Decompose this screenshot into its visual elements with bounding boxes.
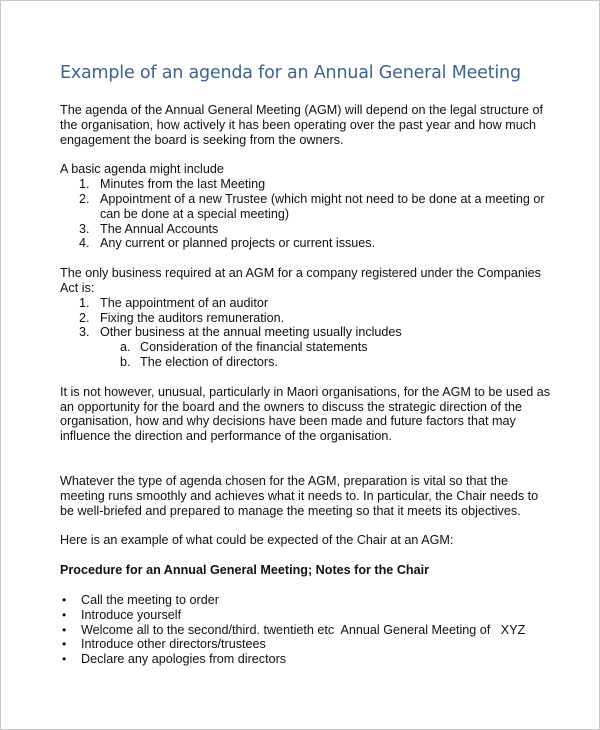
bullet-icon: • (62, 607, 67, 622)
bullet-icon: • (62, 652, 67, 667)
document-content (60, 61, 550, 667)
sublist-letter: a. (120, 340, 131, 355)
list-item-text: Introduce yourself (81, 607, 182, 622)
example-lead: Here is an example of what could be expected of the Chair at an AGM: (60, 533, 454, 548)
maori-organisations-paragraph: It is not however, unusual, particularly in Maori organisations, for the AGM to be used as an opportunity for the board and the owners to discuss the strategic direction of the organisation, how and why decisions have been made and future factors that may influence the direction and performance of the organisation. (60, 384, 551, 444)
list-item (60, 222, 550, 237)
list-number: 1. (79, 177, 90, 192)
list-number: 2. (79, 310, 90, 325)
list-item (60, 608, 550, 623)
procedure-heading: Procedure for an Annual General Meeting; Notes for the Chair (60, 563, 430, 578)
other-business-sublist (100, 340, 550, 370)
list-item (60, 236, 550, 251)
list-number: 1. (79, 295, 90, 310)
list-item (60, 311, 550, 326)
list-item (60, 593, 550, 608)
list-item-text: Fixing the auditors remuneration. (100, 310, 285, 325)
bullet-icon: • (62, 637, 67, 652)
sublist-item (60, 340, 550, 355)
list-item (60, 177, 550, 192)
chair-notes-list (60, 593, 550, 667)
companies-act-list (60, 296, 550, 370)
basic-agenda-list (60, 177, 550, 251)
list-item-text: Any current or planned projects or current issues. (100, 236, 376, 251)
list-item-text: Minutes from the last Meeting (100, 177, 266, 192)
list-item-text: Other business at the annual meeting usually includes (100, 325, 402, 340)
sublist-item-text: Consideration of the financial statements (140, 340, 368, 355)
bullet-icon: • (62, 592, 67, 607)
bullet-icon: • (62, 622, 67, 637)
sublist-item (60, 355, 550, 370)
list-item (60, 623, 550, 638)
companies-act-lead: The only business required at an AGM for a company registered under the Companies Act is: (60, 266, 541, 295)
list-number: 2. (79, 191, 90, 206)
sublist-letter: b. (120, 354, 131, 369)
sublist-item-text: The election of directors. (140, 354, 278, 369)
list-item-text: The Annual Accounts (100, 221, 219, 236)
list-number: 4. (79, 236, 90, 251)
list-item-text: Introduce other directors/trustees (81, 637, 266, 652)
basic-agenda-lead: A basic agenda might include (60, 162, 224, 177)
preparation-paragraph: Whatever the type of agenda chosen for the AGM, preparation is vital so that the meeting runs smoothly and achieves what it needs to. In particular, the Chair needs to be well-briefed and prepared to manage the meeting so that it meets its objectives. (60, 473, 539, 518)
list-number: 3. (79, 325, 90, 340)
list-item-text: Declare any apologies from directors (81, 652, 287, 667)
list-item-text: Appointment of a new Trustee (which might not need to be done at a meeting or can be done at a special meeting) (100, 191, 545, 221)
list-number: 3. (79, 221, 90, 236)
list-item (60, 325, 550, 369)
list-item (60, 192, 550, 222)
intro-paragraph: The agenda of the Annual General Meeting (AGM) will depend on the legal structure of the organisation, how actively it has been operating over the past year and how much engagement the board is seeking from the owners. (60, 103, 544, 147)
list-item (60, 652, 550, 667)
document-title: Example of an agenda for an Annual General Meeting (60, 63, 521, 83)
list-item (60, 637, 550, 652)
list-item (60, 296, 550, 311)
list-item-text: Welcome all to the second/third. twentieth etc Annual General Meeting of XYZ (81, 622, 526, 637)
list-item-text: The appointment of an auditor (100, 295, 269, 310)
list-item-text: Call the meeting to order (81, 592, 219, 607)
